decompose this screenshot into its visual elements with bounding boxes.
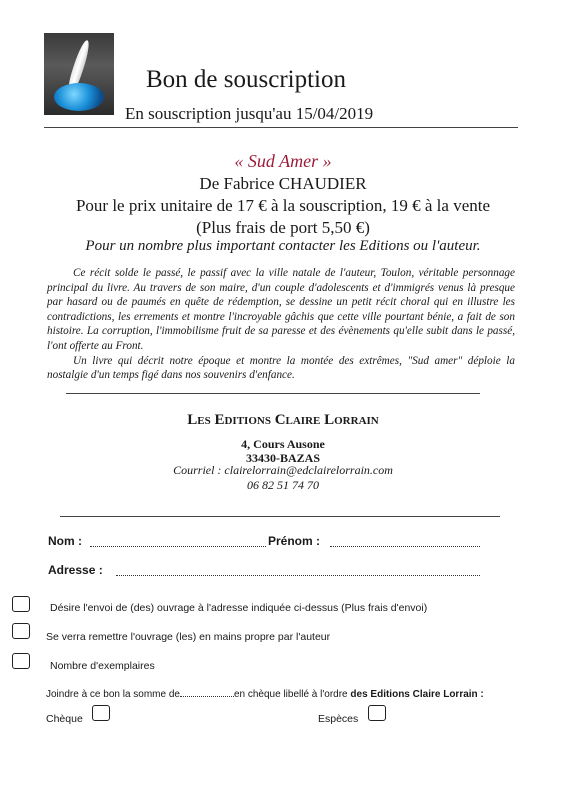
firstname-field[interactable] (330, 546, 480, 547)
payment-instruction (46, 689, 484, 700)
publisher-phone: 06 82 51 74 70 (247, 478, 319, 492)
publisher-city: 33430-BAZAS (245, 451, 320, 465)
description-divider (66, 393, 480, 394)
quantity-option-label: Nombre d'exemplaires (50, 660, 155, 672)
name-field[interactable] (90, 546, 266, 547)
join-text-start: Joindre à ce bon la somme de (46, 689, 180, 700)
name-label: Nom : (48, 534, 82, 548)
book-description (47, 266, 515, 383)
delivery-checkbox[interactable] (12, 596, 30, 612)
publisher-street: 4, Cours Ausone (241, 437, 325, 451)
handover-option-label: Se verra remettre l'ouvrage (les) en mains propre par l'auteur (46, 631, 331, 643)
book-price: Pour le prix unitaire de 17 € à la souscription, 19 € à la vente (75, 196, 491, 215)
subscription-deadline: En souscription jusqu'au 15/04/2019 (125, 104, 374, 123)
cash-label: Espèces (318, 713, 359, 725)
address-field[interactable] (116, 575, 480, 576)
address-label: Adresse : (48, 563, 103, 577)
handover-checkbox[interactable] (12, 623, 30, 639)
book-title: « Sud Amer » (234, 151, 332, 171)
book-author: De Fabrice CHAUDIER (199, 174, 367, 193)
publisher-logo (44, 33, 114, 115)
payee-name: des Editions Claire Lorrain : (350, 689, 484, 700)
form-divider (60, 516, 500, 517)
description-paragraph: Un livre qui décrit notre époque et montre la montée des extrêmes, "Sud amer" déploie la nostalgie d'un temps figé dans nos souvenirs d'enfance. (47, 354, 515, 382)
shipping-cost: (Plus frais de port 5,50 €) (196, 218, 370, 237)
publisher-name: Les Editions Claire Lorrain (187, 412, 379, 428)
quantity-checkbox[interactable] (12, 653, 30, 669)
firstname-label: Prénom : (268, 534, 321, 548)
publisher-email: Courriel : clairelorrain@edclairelorrain.com (173, 463, 393, 477)
amount-field[interactable] (180, 696, 234, 697)
cash-checkbox[interactable] (368, 705, 386, 721)
check-label: Chèque (46, 713, 83, 725)
description-paragraph: Ce récit solde le passé, le passif avec la ville natale de l'auteur, Toulon, véritable personnage principal du livre. Au travers de son maire, d'un couple d'adolescents et d'immigrés venus là presque par hasard ou de paumés en quête de rédemption, se dessine un petit récit choral qui en illustre les contradictions, les errements et montre l'incroyable gâchis que cette ville pourtant bénie, a fait de son histoire. La corruption, l'immobilisme fruit de sa paresse et des évènements qu'elle subit dans le passé, l'ont offerte au Front. (47, 267, 515, 352)
page-title: Bon de souscription (146, 66, 346, 93)
join-text-middle: en chèque libellé à l'ordre (233, 689, 348, 700)
header-divider (44, 127, 518, 128)
contact-note: Pour un nombre plus important contacter les Editions ou l'auteur. (85, 238, 481, 254)
check-checkbox[interactable] (92, 705, 110, 721)
delivery-option-label: Désire l'envoi de (des) ouvrage à l'adresse indiquée ci-dessus (Plus frais d'envoi) (50, 602, 428, 614)
inkwell-icon (54, 83, 104, 111)
